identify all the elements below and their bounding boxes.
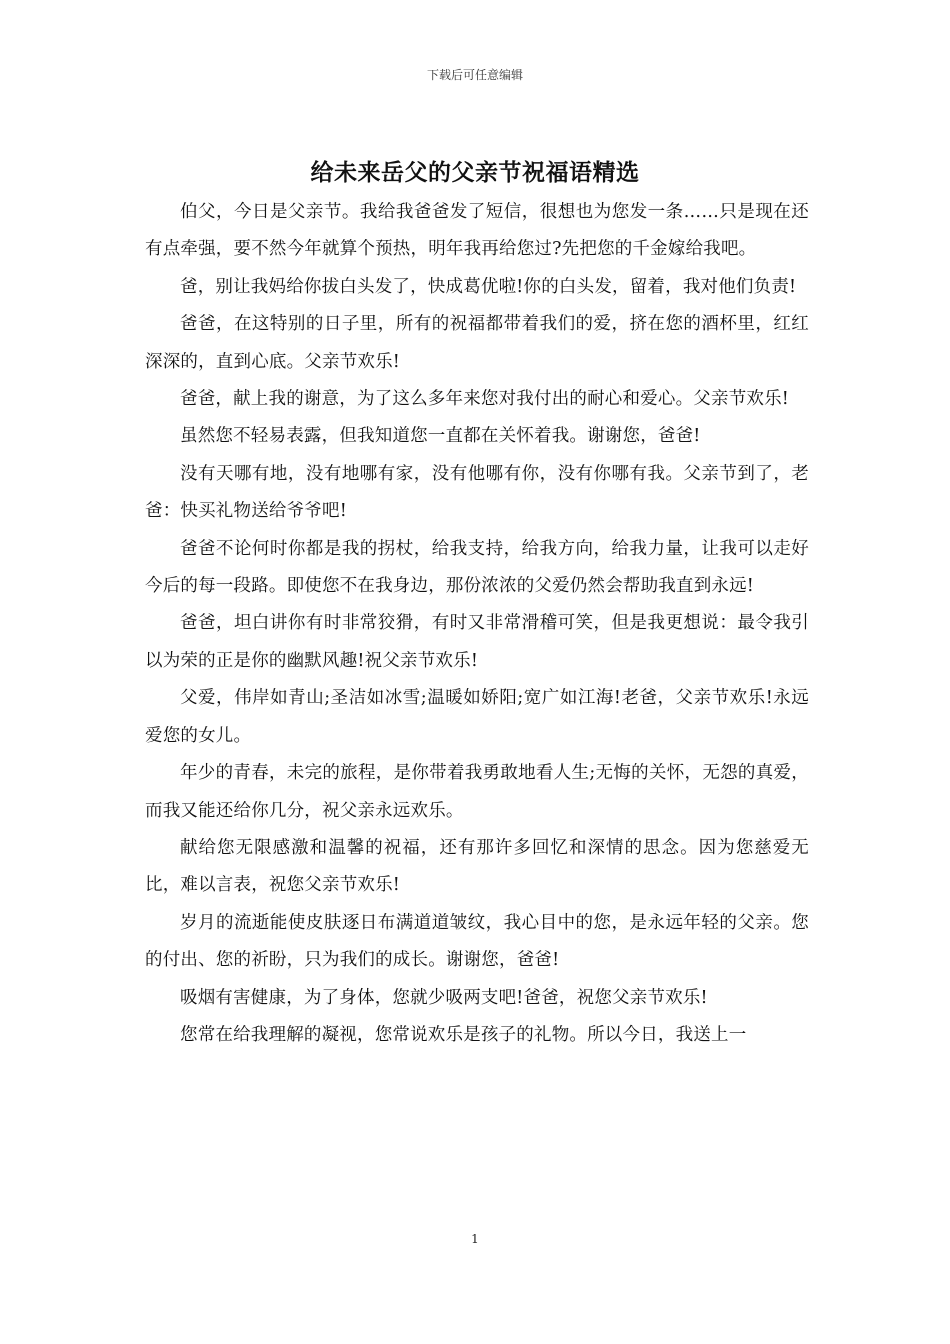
paragraph: 年少的青春，未完的旅程，是你带着我勇敢地看人生;无悔的关怀，无怨的真爱，而我又能还给你几分，祝父亲永远欢乐。 — [145, 763, 809, 821]
paragraph: 伯父，今日是父亲节。我给我爸爸发了短信，很想也为您发一条……只是现在还有点牵强，要不然今年就算个预热，明年我再给您过?先把您的千金嫁给我吧。 — [145, 202, 809, 260]
paragraph: 爸爸不论何时你都是我的拐杖，给我支持，给我方向，给我力量，让我可以走好今后的每一段路。即使您不在我身边，那份浓浓的父爱仍然会帮助我直到永远! — [145, 538, 809, 597]
paragraph: 爸爸，坦白讲你有时非常狡猾，有时又非常滑稽可笑，但是我更想说：最令我引以为荣的正是你的幽默风趣!祝父亲节欢乐! — [145, 613, 809, 671]
document-body — [145, 194, 809, 1054]
paragraph: 您常在给我理解的凝视，您常说欢乐是孩子的礼物。所以今日，我送上一 — [180, 1024, 747, 1045]
page-number: 1 — [471, 1232, 479, 1246]
paragraph: 吸烟有害健康，为了身体，您就少吸两支吧!爸爸，祝您父亲节欢乐! — [180, 987, 708, 1008]
paragraph: 爸爸，在这特别的日子里，所有的祝福都带着我们的爱，挤在您的酒杯里，红红深深的，直到心底。父亲节欢乐! — [145, 314, 809, 372]
paragraph: 献给您无限感激和温馨的祝福，还有那许多回忆和深情的思念。因为您慈爱无比，难以言表，祝您父亲节欢乐! — [145, 837, 809, 896]
paragraph: 爸，别让我妈给你拔白头发了，快成葛优啦!你的白头发，留着，我对他们负责! — [180, 276, 797, 297]
document-title: 给未来岳父的父亲节祝福语精选 — [310, 159, 640, 186]
header-note: 下载后可任意编辑 — [426, 68, 523, 82]
paragraph: 父爱，伟岸如青山;圣洁如冰雪;温暖如娇阳;宽广如江海!老爸，父亲节欢乐!永远爱您的女儿。 — [145, 688, 809, 746]
paragraph: 虽然您不轻易表露，但我知道您一直都在关怀着我。谢谢您，爸爸! — [180, 426, 701, 447]
paragraph: 岁月的流逝能使皮肤逐日布满道道皱纹，我心目中的您，是永远年轻的父亲。您的付出、您的祈盼，只为我们的成长。谢谢您，爸爸! — [145, 912, 809, 971]
paragraph: 爸爸，献上我的谢意，为了这么多年来您对我付出的耐心和爱心。父亲节欢乐! — [180, 389, 790, 410]
paragraph: 没有天哪有地，没有地哪有家，没有他哪有你，没有你哪有我。父亲节到了，老爸：快买礼物送给爷爷吧! — [145, 463, 809, 522]
